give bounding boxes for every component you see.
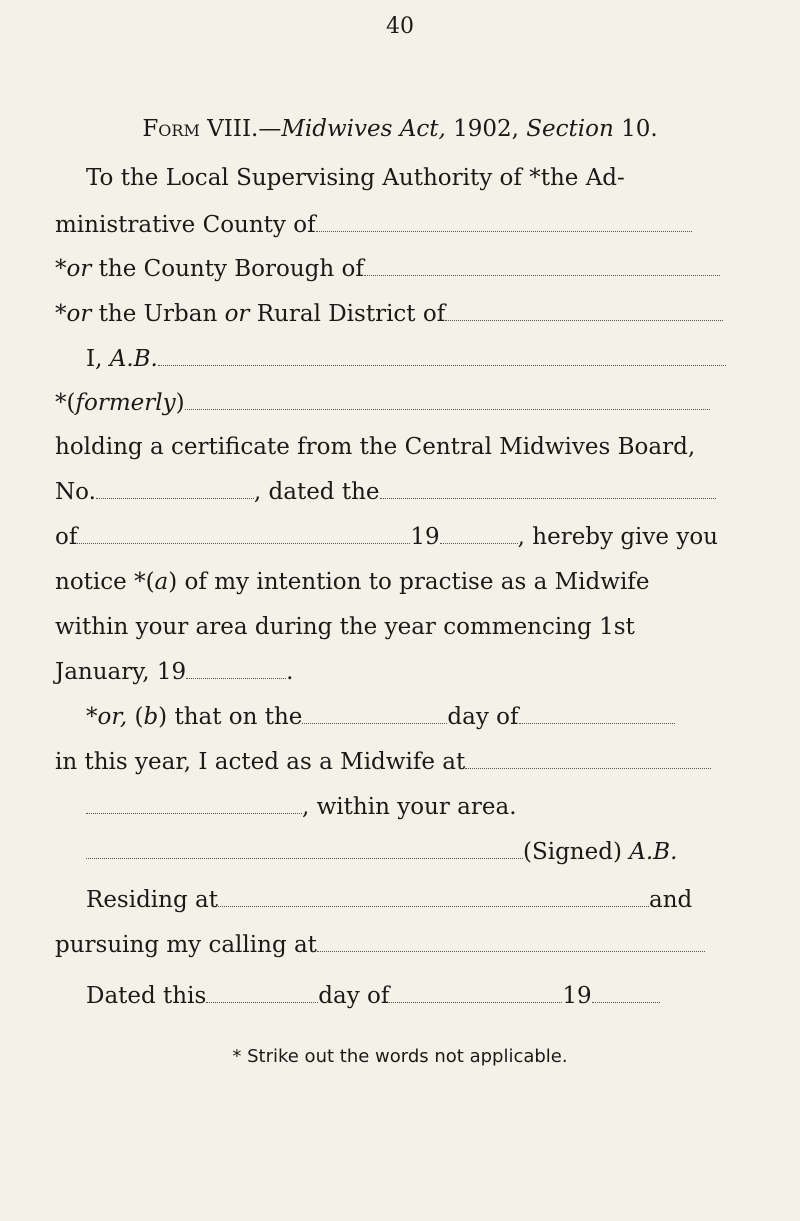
admin-county-label: ministrative County of [55,212,316,238]
acted-place-blank[interactable] [465,767,711,769]
cert-number-blank[interactable] [96,497,254,499]
or-word: or, [97,704,128,730]
day-blank[interactable] [302,722,447,724]
or-word: or [66,256,92,282]
line-residing [86,887,692,913]
dated-the-label: , dated the [253,479,380,505]
date-year-blank[interactable] [592,1001,660,1003]
line-administrative-county [55,212,692,238]
signature-blank[interactable] [86,857,523,859]
notice-text-a: notice *( [55,569,155,595]
january-year-blank[interactable] [186,677,286,679]
residing-label: Residing at [86,887,218,913]
page-number: 40 [386,14,414,39]
pursuing-label: pursuing my calling at [55,932,317,958]
section-label: Section [526,116,614,142]
residence-blank[interactable] [218,905,649,907]
place-continued-blank[interactable] [86,812,302,814]
asterisk: * [55,301,67,327]
asterisk: *( [55,390,76,416]
signed-label: (Signed) [523,839,630,865]
line-certificate: holding a certificate from the Central Midwives Board, [55,434,696,460]
dated-this-label: Dated this [86,983,207,1009]
no-label: No. [55,479,96,505]
line-within-area: within your area during the year commencing 1st [55,614,635,640]
month-blank[interactable] [519,722,675,724]
line-county-borough [55,256,720,282]
line-name [86,346,726,372]
asterisk: * [55,256,67,282]
paren-close: ) [175,390,185,416]
acted-label: in this year, I acted as a Midwife at [55,749,466,775]
line-signed [86,839,677,865]
line-acted-as [55,749,711,775]
notice-text-b: ) of my intention to practise as a Midwife [168,569,650,595]
name-ab: A.B. [109,346,158,372]
period: . [286,659,294,685]
or-word: or [224,301,250,327]
year-prefix: 19 [562,983,592,1009]
and-word: and [648,887,693,913]
paren-open: ( [127,704,144,730]
cert-date-blank[interactable] [380,497,716,499]
act-year: 1902, [445,116,527,142]
line-january [55,659,293,685]
line-dated [86,983,660,1009]
line-notice [55,569,649,595]
form-title [0,116,800,142]
cert-year-blank[interactable] [440,542,518,544]
option-b: b [143,704,159,730]
line-pursuing [55,932,705,958]
signature-ab: A.B. [629,839,678,865]
act-name: Midwives Act, [281,116,446,142]
january-label: January, 19 [55,659,187,685]
line-option-b [86,704,675,730]
or-word: or [66,301,92,327]
line-urban-rural [55,301,723,327]
asterisk: * [86,704,98,730]
date-month-blank[interactable] [389,1001,562,1003]
line-authority: To the Local Supervising Authority of *the Ad- [86,165,625,191]
i-label: I, [86,346,110,372]
county-borough-blank[interactable] [364,274,720,276]
rural-district-label: Rural District of [249,301,446,327]
title-dash: — [258,116,282,142]
option-a: a [154,569,169,595]
name-blank[interactable] [158,364,726,366]
calling-place-blank[interactable] [317,950,705,952]
formerly-word: formerly [75,390,176,416]
line-within-your-area [86,794,517,820]
cert-month-blank[interactable] [77,542,410,544]
that-on-the-label: ) that on the [158,704,303,730]
give-notice-text: , hereby give you [517,524,718,550]
day-of-label: day of [318,983,390,1009]
line-cert-number [55,479,716,505]
line-cert-month [55,524,718,550]
form-label: Form VIII. [142,116,259,142]
section-number: 10. [613,116,658,142]
year-prefix: 19 [410,524,440,550]
admin-county-blank[interactable] [316,230,692,232]
formerly-blank[interactable] [185,408,710,410]
footnote: * Strike out the words not applicable. [232,1046,568,1067]
day-of-label: day of [447,704,519,730]
line-formerly [55,390,710,416]
within-area-label: , within your area. [302,794,517,820]
urban-label: the Urban [91,301,225,327]
of-label: of [55,524,78,550]
district-blank[interactable] [445,319,723,321]
date-day-blank[interactable] [206,1001,318,1003]
county-borough-label: the County Borough of [91,256,364,282]
